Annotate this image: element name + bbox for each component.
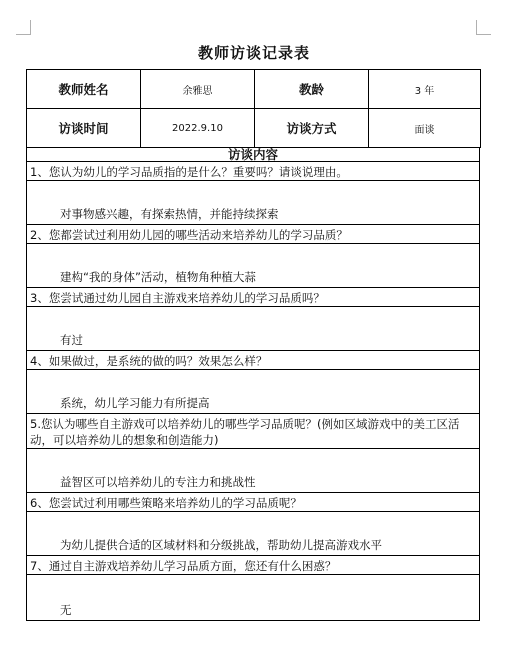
question-3: 3、您尝试通过幼儿园自主游戏来培养幼儿的学习品质吗？ xyxy=(27,288,480,307)
page-corner-mark-right xyxy=(476,20,491,35)
question-1: 1、您认为幼儿的学习品质指的是什么？重要吗？请谈说理由。 xyxy=(27,162,480,181)
teacher-info-table xyxy=(26,69,481,148)
interview-method-label: 访谈方式 xyxy=(255,109,369,148)
teacher-name-label: 教师姓名 xyxy=(27,70,141,109)
interview-time-value: 2022.9.10 xyxy=(141,109,255,148)
document-title: 教师访谈记录表 xyxy=(197,44,310,62)
answer-3: 有过 xyxy=(27,307,480,351)
answer-5: 益智区可以培养幼儿的专注力和挑战性 xyxy=(27,449,480,493)
answer-2: 建构“我的身体”活动，植物角种植大蒜 xyxy=(27,244,480,288)
question-4: 4、如果做过，是系统的做的吗？效果怎么样？ xyxy=(27,351,480,370)
question-6: 6、您尝试过利用哪些策略来培养幼儿的学习品质呢？ xyxy=(27,493,480,512)
interview-method-value: 面谈 xyxy=(369,109,481,148)
interview-time-label: 访谈时间 xyxy=(27,109,141,148)
interview-content-table xyxy=(26,147,480,621)
question-7: 7、通过自主游戏培养幼儿学习品质方面，您还有什么困惑？ xyxy=(27,556,480,575)
answer-4: 系统，幼儿学习能力有所提高 xyxy=(27,370,480,414)
interview-content-header: 访谈内容 xyxy=(27,148,480,162)
question-2: 2、您都尝试过利用幼儿园的哪些活动来培养幼儿的学习品质？ xyxy=(27,225,480,244)
answer-7: 无 xyxy=(27,575,480,621)
teaching-years-label: 教龄 xyxy=(255,70,369,109)
page-corner-mark-left xyxy=(16,20,31,35)
teacher-name-value: 余雅思 xyxy=(141,70,255,109)
question-5: 5.您认为哪些自主游戏可以培养幼儿的哪些学习品质呢？(例如区域游戏中的美工区活动，可以培养幼儿的想象和创造能力) xyxy=(27,414,480,449)
answer-6: 为幼儿提供合适的区域材料和分级挑战，帮助幼儿提高游戏水平 xyxy=(27,512,480,556)
teaching-years-value: 3 年 xyxy=(369,70,481,109)
answer-1: 对事物感兴趣，有探索热情，并能持续探索 xyxy=(27,181,480,225)
